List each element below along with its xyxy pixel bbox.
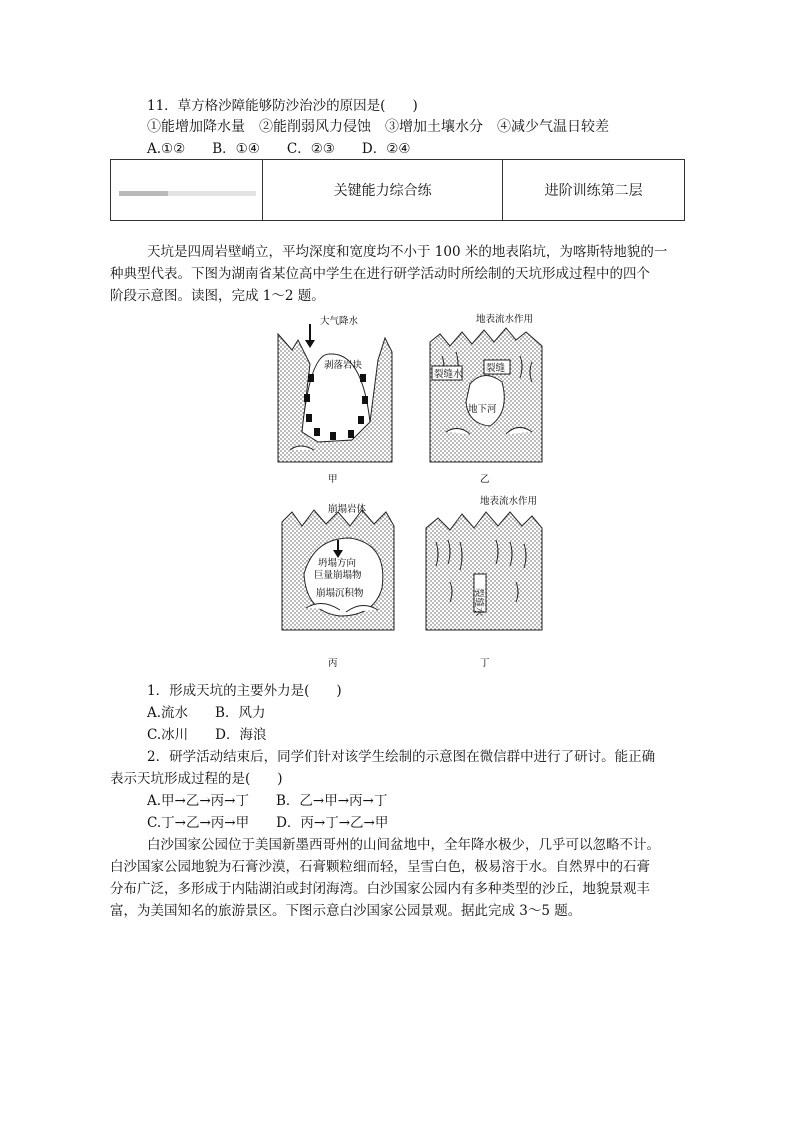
q11-choices: A.①② B．①④ C．②③ D．②④ <box>147 141 411 157</box>
passage1-line2: 种典型代表。下图为湖南省某位高中学生在进行研学活动时所绘制的天坑形成过程中的四个 <box>110 266 650 282</box>
passage2-line4: 富，为美国知名的旅游景区。下图示意白沙国家公园景观。据此完成 3～5 题。 <box>110 903 582 919</box>
jia-rain-label: 大气降水 <box>320 316 359 327</box>
passage2-line1: 白沙国家公园位于美国新墨西哥州的山间盆地中，全年降水极少，几乎可以忽略不计。 <box>147 837 660 853</box>
passage2-line3: 分布广泛，多形成于内陆湖泊或封闭海湾。白沙国家公园内有多种类型的沙丘，地貌景观丰 <box>110 881 650 897</box>
q1-stem: 1．形成天坑的主要外力是( ) <box>147 683 342 699</box>
yi-river-label: 地下河 <box>468 404 497 415</box>
q11-stem: 11．草方格沙障能够防沙治沙的原因是( ) <box>147 98 418 114</box>
tiankeng-stages-figure <box>270 312 560 692</box>
header-title: 关键能力综合练 <box>263 160 503 220</box>
stage-yi-diagram <box>430 328 542 462</box>
progress-bar <box>119 191 256 196</box>
bing-giant-label: 巨量崩塌物 <box>314 570 362 581</box>
q11-options: ①能增加降水量 ②能削弱风力侵蚀 ③增加土壤水分 ④减少气温日较差 <box>147 119 609 135</box>
bing-collapse-label: 崩塌岩体 <box>328 504 367 515</box>
section-header-table <box>110 159 685 221</box>
passage1-line3: 阶段示意图。读图，完成 1～2 题。 <box>110 288 325 304</box>
header-level: 进阶训练第二层 <box>544 183 643 199</box>
passage2-line2: 白沙国家公园地貌为石膏沙漠，石膏颗粒细而轻，呈雪白色，极易溶于水。自然界中的石膏 <box>110 859 650 875</box>
yi-crack-label: 裂缝 <box>486 363 506 374</box>
ding-surface-label: 地表流水作用 <box>480 496 538 507</box>
yi-caption: 乙 <box>480 474 490 485</box>
q2-choices-ab: A.甲→乙→丙→丁 B．乙→甲→丙→丁 <box>147 793 388 809</box>
ding-crackwater-label: 裂缝水 <box>473 588 484 617</box>
passage1-line1: 天坑是四周岩壁峭立，平均深度和宽度均不小于 100 米的地表陷坑，为喀斯特地貌的一 <box>147 244 668 260</box>
yi-crackwater-label: 裂缝水 <box>434 369 463 380</box>
bing-caption: 丙 <box>328 658 338 669</box>
stage-jia-diagram <box>278 324 392 462</box>
q1-choices-ab: A.流水 B．风力 <box>147 705 266 721</box>
progress-bar-fill <box>119 191 168 196</box>
jia-rock-label: 剥落岩块 <box>324 360 363 371</box>
q2-choices-cd: C.丁→乙→丙→甲 D．丙→丁→乙→甲 <box>147 815 389 831</box>
ding-caption: 丁 <box>480 658 490 669</box>
jia-caption: 甲 <box>328 474 338 485</box>
q2-stem-line2: 表示天坑形成过程的是( ) <box>110 771 283 787</box>
q2-stem-line1: 2．研学活动结束后，同学们针对该学生绘制的示意图在微信群中进行了研讨。能正确 <box>147 749 656 765</box>
q1-choices-cd: C.冰川 D．海浪 <box>147 727 267 743</box>
bing-deposit-label: 崩塌沉积物 <box>316 588 364 599</box>
bing-direction-label: 坍塌方向 <box>318 558 357 569</box>
yi-surface-label: 地表流水作用 <box>476 314 534 325</box>
header-progress-cell <box>111 160 263 220</box>
